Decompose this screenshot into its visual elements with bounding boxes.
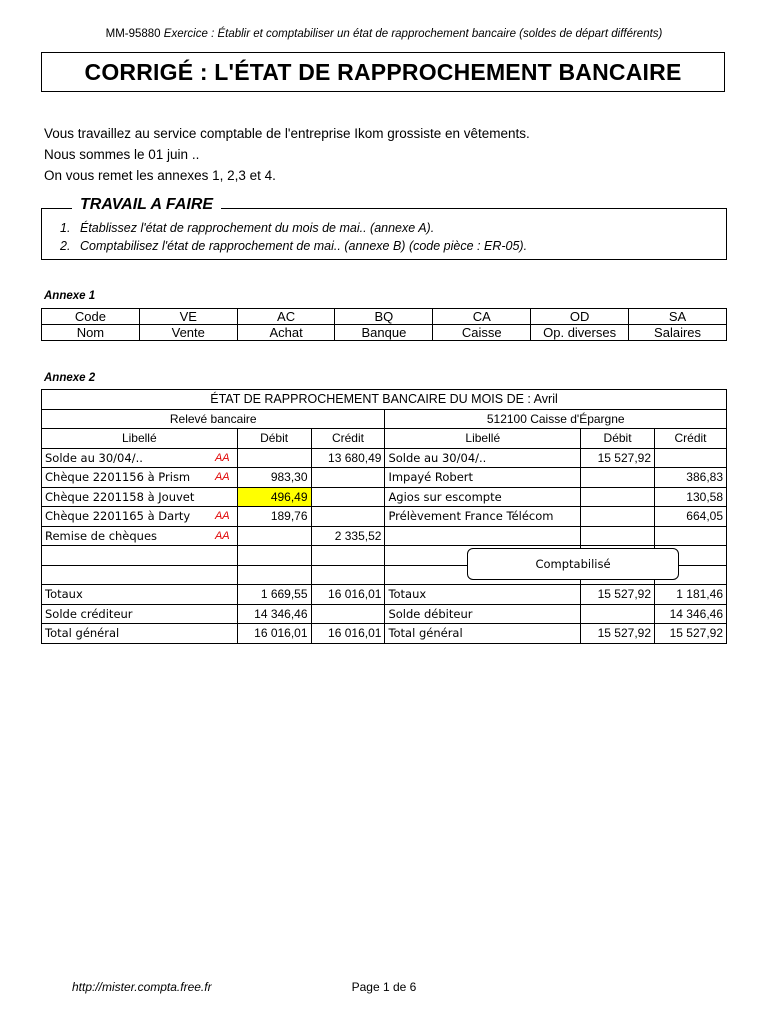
codes-row xyxy=(42,309,727,325)
debit-cell xyxy=(237,624,311,644)
cell-value: 14 346,46 xyxy=(669,606,723,621)
cell-value: 15 527,92 xyxy=(669,626,723,641)
col-debit: Débit xyxy=(237,429,311,449)
cell-value: 15 527,92 xyxy=(597,450,652,465)
journal-codes-table xyxy=(41,308,727,341)
account-header: 512100 Caisse d'Épargne xyxy=(385,409,727,429)
debit-cell xyxy=(237,526,311,546)
libelle-cell xyxy=(42,468,238,488)
cell-value: Solde au 30/04/.. xyxy=(45,450,143,465)
table-cell: Op. diverses xyxy=(531,325,629,341)
travail-list xyxy=(60,219,527,255)
debit-cell xyxy=(237,565,311,585)
col-libelle: Libellé xyxy=(385,429,581,449)
reconciliation-table xyxy=(41,389,727,644)
debit-cell xyxy=(581,585,655,605)
libelle-cell xyxy=(385,487,581,507)
cell-value: 14 346,46 xyxy=(254,606,308,621)
table-cell: Caisse xyxy=(433,325,531,341)
cell-value: 15 527,92 xyxy=(597,626,652,641)
page-header xyxy=(0,28,768,40)
page-title: CORRIGÉ : L'ÉTAT DE RAPPROCHEMENT BANCAIRE xyxy=(41,52,725,92)
libelle-cell xyxy=(42,624,238,644)
cell-value: Total général xyxy=(388,626,463,641)
credit-cell xyxy=(655,448,727,468)
cell-value: Prélèvement France Télécom xyxy=(388,509,554,524)
aa-mark: AA xyxy=(214,510,230,523)
debit-cell xyxy=(581,604,655,624)
libelle-cell xyxy=(385,604,581,624)
intro-line: On vous remet les annexes 1, 2,3 et 4. xyxy=(44,168,276,183)
table-row xyxy=(42,604,727,624)
table-title-row xyxy=(42,390,727,410)
libelle-cell xyxy=(42,507,238,527)
table-cell: VE xyxy=(139,309,237,325)
names-row xyxy=(42,325,727,341)
aa-mark: AA xyxy=(214,471,230,484)
table-row xyxy=(42,526,727,546)
debit-cell xyxy=(581,526,655,546)
cell-value: 16 016,01 xyxy=(254,626,308,641)
table-cell: Banque xyxy=(335,325,433,341)
table-cell: Vente xyxy=(139,325,237,341)
credit-cell xyxy=(655,585,727,605)
table-row xyxy=(42,468,727,488)
cell-value: Solde créditeur xyxy=(45,606,133,621)
exercise-title: Exercice : Établir et comptabiliser un état de rapprochement bancaire (soldes de départ différents) xyxy=(163,28,663,40)
travail-item xyxy=(60,219,527,237)
annexe2-label: Annexe 2 xyxy=(44,372,96,384)
cell-value: 15 527,92 xyxy=(597,587,652,602)
credit-cell xyxy=(655,604,727,624)
cell-value: 16 016,01 xyxy=(328,626,382,641)
cell-value: Remise de chèques xyxy=(45,528,158,543)
comptabilise-stamp: Comptabilisé xyxy=(467,548,679,580)
item-text: Établissez l'état de rapprochement du mois de mai.. (annexe A). xyxy=(80,221,435,235)
libelle-cell xyxy=(385,448,581,468)
cell-value: Impayé Robert xyxy=(388,470,474,485)
credit-cell xyxy=(655,468,727,488)
section-header-row xyxy=(42,409,727,429)
travail-title: TRAVAIL A FAIRE xyxy=(72,196,221,214)
table-cell: SA xyxy=(629,309,727,325)
table-cell: CA xyxy=(433,309,531,325)
table-cell: AC xyxy=(237,309,335,325)
cell-value: 1 181,46 xyxy=(676,587,723,602)
credit-cell xyxy=(311,565,385,585)
debit-cell xyxy=(237,507,311,527)
credit-cell xyxy=(311,448,385,468)
libelle-cell xyxy=(42,565,238,585)
table-row xyxy=(42,507,727,527)
cell-value: Agios sur escompte xyxy=(388,489,502,504)
table-cell: Achat xyxy=(237,325,335,341)
libelle-cell xyxy=(385,526,581,546)
libelle-cell xyxy=(42,526,238,546)
cell-value: Solde débiteur xyxy=(388,606,473,621)
debit-cell xyxy=(581,507,655,527)
travail-item xyxy=(60,237,527,255)
column-header-row xyxy=(42,429,727,449)
credit-cell xyxy=(655,526,727,546)
credit-cell xyxy=(655,487,727,507)
table-cell: Nom xyxy=(42,325,140,341)
credit-cell xyxy=(311,487,385,507)
cell-value: Solde au 30/04/.. xyxy=(388,450,487,465)
libelle-cell xyxy=(42,604,238,624)
libelle-cell xyxy=(385,468,581,488)
credit-cell xyxy=(311,468,385,488)
cell-value: 664,05 xyxy=(686,509,723,524)
debit-cell xyxy=(237,487,311,507)
table-row xyxy=(42,487,727,507)
item-number: 2. xyxy=(60,239,71,253)
col-debit: Débit xyxy=(581,429,655,449)
debit-cell xyxy=(581,624,655,644)
table-cell: Code xyxy=(42,309,140,325)
credit-cell xyxy=(311,546,385,566)
col-libelle: Libellé xyxy=(42,429,238,449)
col-credit: Crédit xyxy=(655,429,727,449)
cell-value: 16 016,01 xyxy=(328,587,382,602)
libelle-cell xyxy=(42,585,238,605)
document-code: MM-95880 xyxy=(105,28,161,40)
debit-cell xyxy=(581,487,655,507)
table-cell: OD xyxy=(531,309,629,325)
travail-box xyxy=(41,208,727,260)
cell-value: 130,58 xyxy=(686,489,723,504)
debit-cell xyxy=(237,468,311,488)
libelle-cell xyxy=(385,585,581,605)
credit-cell xyxy=(655,624,727,644)
table-title: ÉTAT DE RAPPROCHEMENT BANCAIRE DU MOIS DE : Avril xyxy=(42,390,727,410)
intro-line: Vous travaillez au service comptable de l'entreprise Ikom grossiste en vêtements. xyxy=(44,126,530,141)
footer-page: Page 1 de 6 xyxy=(351,980,417,994)
annexe1-label: Annexe 1 xyxy=(44,290,96,302)
credit-cell xyxy=(311,624,385,644)
debit-cell xyxy=(237,604,311,624)
credit-cell xyxy=(311,604,385,624)
cell-value: Chèque 2201158 à Jouvet xyxy=(45,489,195,504)
debit-cell xyxy=(581,468,655,488)
item-number: 1. xyxy=(60,221,71,235)
cell-value: Totaux xyxy=(45,587,83,602)
libelle-cell xyxy=(385,624,581,644)
credit-cell xyxy=(655,507,727,527)
cell-value: 983,30 xyxy=(270,470,308,485)
credit-cell xyxy=(311,526,385,546)
cell-value: Total général xyxy=(45,626,120,641)
table-cell: Salaires xyxy=(629,325,727,341)
cell-value: 496,49 xyxy=(270,489,308,504)
table-row xyxy=(42,624,727,644)
libelle-cell xyxy=(385,507,581,527)
table-row xyxy=(42,448,727,468)
cell-value: 13 680,49 xyxy=(328,450,382,465)
cell-value: Chèque 2201165 à Darty xyxy=(45,509,191,524)
intro-line: Nous sommes le 01 juin .. xyxy=(44,147,200,162)
aa-mark: AA xyxy=(214,529,230,542)
bank-statement-header: Relevé bancaire xyxy=(42,409,385,429)
col-credit: Crédit xyxy=(311,429,385,449)
aa-mark: AA xyxy=(214,451,230,464)
credit-cell xyxy=(311,507,385,527)
debit-cell xyxy=(581,448,655,468)
debit-cell xyxy=(237,546,311,566)
cell-value: 1 669,55 xyxy=(260,587,308,602)
credit-cell xyxy=(311,585,385,605)
intro-text xyxy=(44,123,530,186)
libelle-cell xyxy=(42,448,238,468)
table-row xyxy=(42,585,727,605)
debit-cell xyxy=(237,448,311,468)
cell-value: 386,83 xyxy=(686,470,723,485)
cell-value: Chèque 2201156 à Prism xyxy=(45,470,191,485)
footer-url: http://mister.compta.free.fr xyxy=(72,980,212,994)
libelle-cell xyxy=(42,546,238,566)
cell-value: 2 335,52 xyxy=(334,528,382,543)
item-text: Comptabilisez l'état de rapprochement de mai.. (annexe B) (code pièce : ER-05). xyxy=(80,239,528,253)
cell-value: Totaux xyxy=(388,587,427,602)
table-cell: BQ xyxy=(335,309,433,325)
libelle-cell xyxy=(42,487,238,507)
debit-cell xyxy=(237,585,311,605)
cell-value: 189,76 xyxy=(270,509,308,524)
